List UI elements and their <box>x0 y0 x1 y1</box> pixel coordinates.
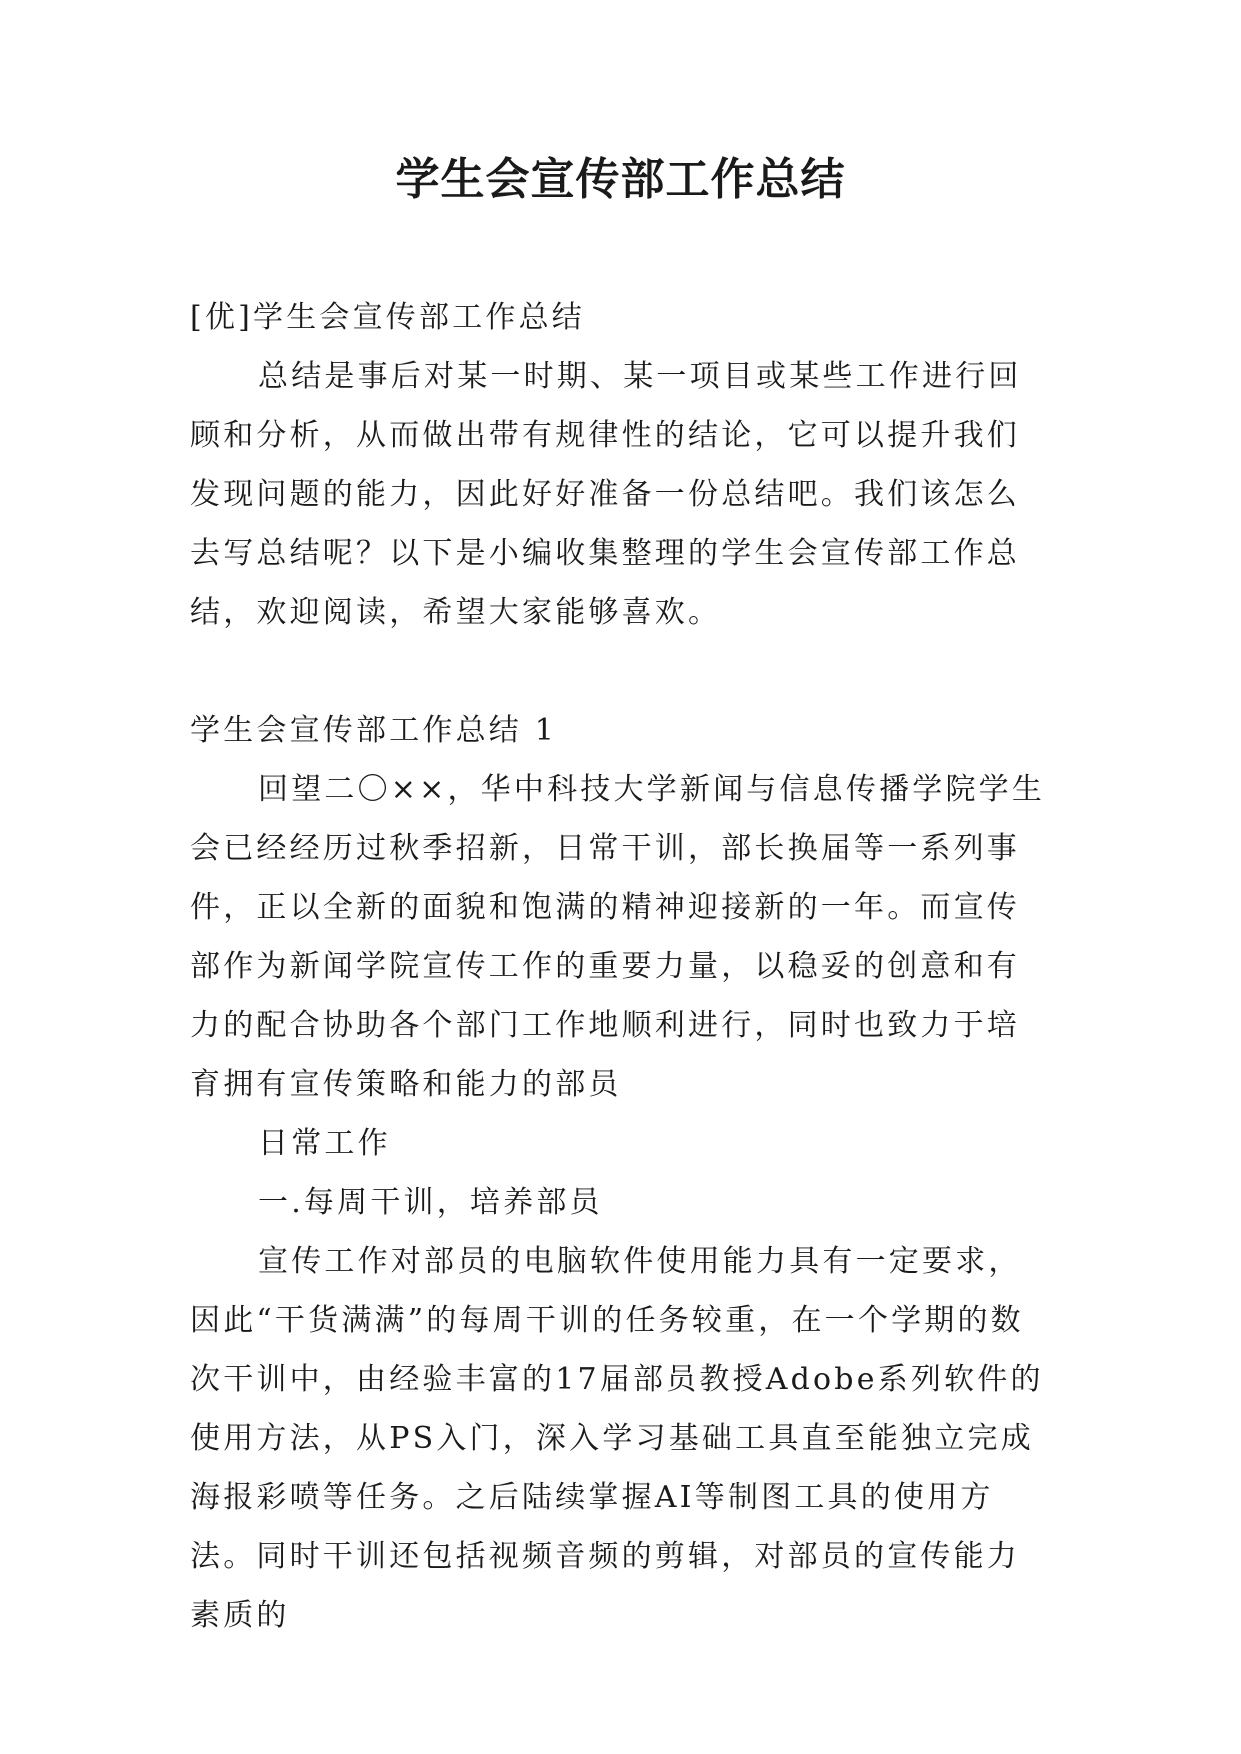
paragraph-spacer <box>190 642 1052 701</box>
document-subtitle: [优]学生会宣传部工作总结 <box>190 300 586 335</box>
document-title: 学生会宣传部工作总结 <box>395 154 846 205</box>
section-paragraph-1: 回望二〇××，华中科技大学新闻与信息传播学院学生会已经经历过秋季招新，日常干训，部长换届等一系列事件，正以全新的面貌和饱满的精神迎接新的一年。而宣传部作为新闻学院宣传工作的重要力量，以稳妥的创意和有力的配合协助各个部门工作地顺利进行，同时也致力于培育拥有宣传策略和能力的部员 <box>190 772 1046 1102</box>
section-paragraph-2: 宣传工作对部员的电脑软件使用能力具有一定要求，因此“干货满满”的每周干训的任务较重，在一个学期的数次干训中，由经验丰富的17届部员教授Adobe系列软件的使用方法，从PS入门，深入学习基础工具直至能独立完成海报彩喷等任务。之后陆续掌握AI等制图工具的使用方法。同时干训还包括视频音频的剪辑，对部员的宣传能力素质的 <box>190 1244 1044 1633</box>
intro-paragraph: 总结是事后对某一时期、某一项目或某些工作进行回顾和分析，从而做出带有规律性的结论，它可以提升我们发现问题的能力，因此好好准备一份总结吧。我们该怎么去写总结呢？以下是小编收集整理的学生会宣传部工作总结，欢迎阅读，希望大家能够喜欢。 <box>190 359 1022 630</box>
heading-daily-work: 日常工作 <box>258 1126 391 1161</box>
section-title: 学生会宣传部工作总结 1 <box>190 713 558 748</box>
document-body <box>190 288 1052 1645</box>
heading-weekly-training: 一.每周干训，培养部员 <box>258 1185 603 1220</box>
